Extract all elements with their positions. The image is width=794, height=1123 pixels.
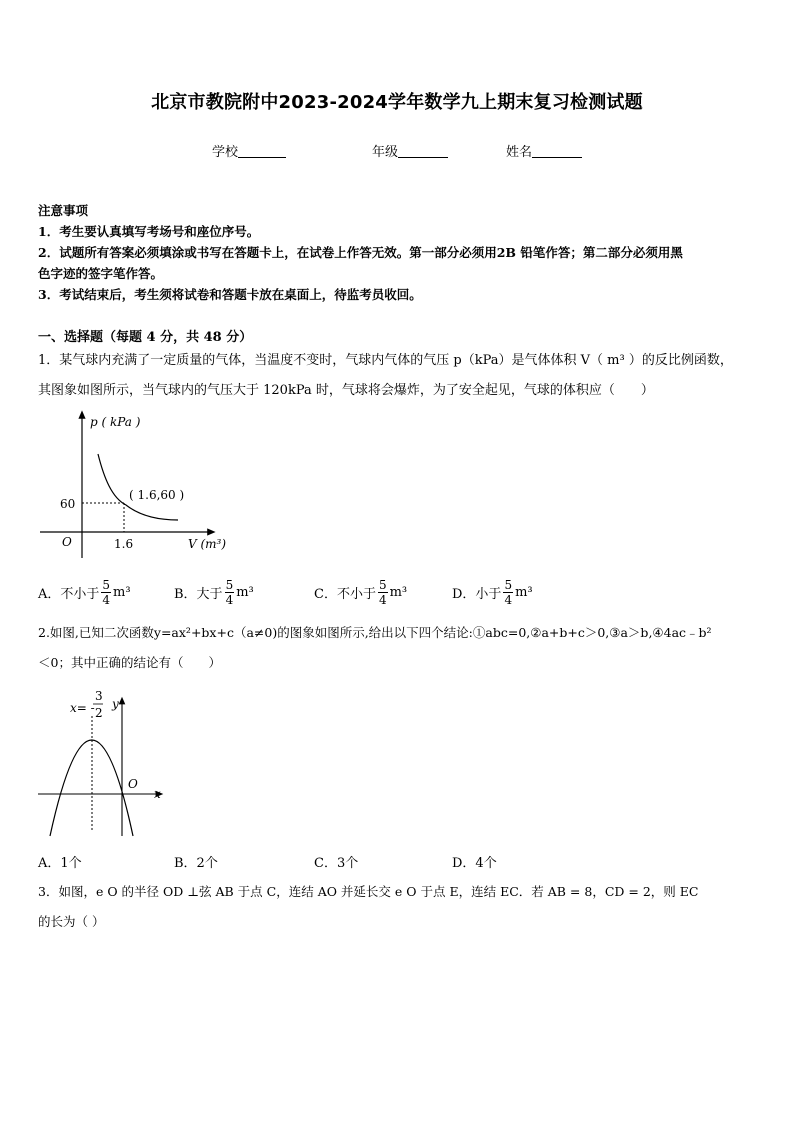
axis-equation-label: x= -: [70, 701, 95, 715]
option-label: B．大于: [174, 587, 223, 602]
question-line: 的长为（ ）: [38, 914, 105, 929]
numerator: 5: [225, 578, 234, 592]
unit: m³: [389, 585, 408, 600]
unit: m³: [515, 585, 533, 600]
axis-denominator: 2: [95, 706, 103, 720]
notice-item: 1．考生要认真填写考场号和座位序号。: [38, 224, 260, 239]
question-1-text: [38, 346, 758, 406]
option-c[interactable]: [314, 578, 407, 607]
fraction: [503, 578, 513, 607]
question-line: ＜0；其中正确的结论有（ ）: [38, 655, 221, 670]
unit: m³: [236, 585, 254, 600]
denominator: 4: [102, 593, 111, 607]
grade-label: 年级: [372, 145, 399, 160]
denominator: 4: [504, 593, 513, 607]
parabola-graph: [36, 686, 170, 838]
grade-blank: [398, 145, 448, 158]
option-label: D．小于: [452, 587, 502, 602]
option-a[interactable]: [38, 578, 131, 607]
notice-item: 3．考试结束后，考生须将试卷和答题卡放在桌面上，待监考员收回。: [38, 287, 422, 302]
denominator: 4: [225, 593, 234, 607]
origin-label: O: [62, 535, 72, 549]
option-label: C．不小于: [314, 587, 376, 602]
origin-label: O: [128, 777, 138, 791]
notice-heading: 注意事项: [38, 203, 89, 218]
question-2-text: [38, 618, 758, 678]
question-3-text: [38, 877, 758, 937]
unit: m³: [113, 585, 131, 600]
question-line: 其图象如图所示，当气球内的气压大于 120kPa 时，气球将会爆炸，为了安全起见，气球的体积应（ ）: [38, 383, 654, 398]
denominator: 4: [378, 593, 387, 607]
y-axis-label: p ( kPa ): [90, 415, 141, 429]
option-a[interactable]: A．1个: [38, 856, 82, 871]
fraction: [378, 578, 388, 607]
option-d[interactable]: D．4个: [452, 856, 497, 871]
x-axis-label: x: [154, 787, 161, 801]
question-line: 1．某气球内充满了一定质量的气体，当温度不变时，气球内气体的气压 p（kPa）是气体体积 V（ m³ ）的反比例函数，: [38, 353, 733, 368]
school-blank: [238, 145, 286, 158]
numerator: 5: [102, 578, 111, 592]
school-field: [212, 141, 286, 160]
x-tick-label: 1.6: [114, 537, 134, 551]
option-b[interactable]: [174, 578, 254, 607]
grade-field: [372, 141, 448, 160]
section-title: 一、选择题（每题 4 分，共 48 分）: [38, 330, 253, 345]
fraction: [225, 578, 235, 607]
option-c[interactable]: C．3个: [314, 856, 359, 871]
y-tick-label: 60: [60, 497, 76, 511]
notice-item: 色字迹的签字笔作答。: [38, 266, 164, 281]
x-axis-label: V (m³): [188, 537, 227, 551]
option-label: A．不小于: [38, 587, 100, 602]
name-blank: [532, 145, 582, 158]
question-line: 2.如图,已知二次函数y=ax²+bx+c（a≠0)的图象如图所示,给出以下四个结论:①abc=0,②a+b+c＞0,③a＞b,④4ac﹣b²: [38, 625, 712, 640]
notice-block: [38, 200, 760, 305]
name-field: [506, 141, 582, 160]
question-line: 3．如图，e O 的半径 OD ⊥弦 AB 于点 C，连结 AO 并延长交 e O 于点 E，连结 EC．若 AB = 8，CD = 2，则 EC: [38, 884, 699, 899]
numerator: 5: [504, 578, 513, 592]
option-d[interactable]: [452, 578, 533, 607]
notice-item: 2．试题所有答案必须填涂或书写在答题卡上，在试卷上作答无效。第一部分必须用2B 铅笔作答；第二部分必须用黑: [38, 245, 683, 260]
hyperbola-curve: [98, 454, 178, 520]
option-b[interactable]: B．2个: [174, 856, 218, 871]
y-axis-label: y: [112, 697, 119, 711]
axis-numerator: 3: [95, 689, 103, 703]
school-label: 学校: [212, 145, 239, 160]
fraction: [101, 578, 111, 607]
name-label: 姓名: [506, 145, 533, 160]
page-title: 北京市教院附中2023-2024学年数学九上期末复习检测试题: [151, 92, 643, 113]
numerator: 5: [378, 578, 387, 592]
point-label: ( 1.6,60 ): [129, 488, 185, 502]
pressure-volume-graph: [40, 408, 240, 560]
